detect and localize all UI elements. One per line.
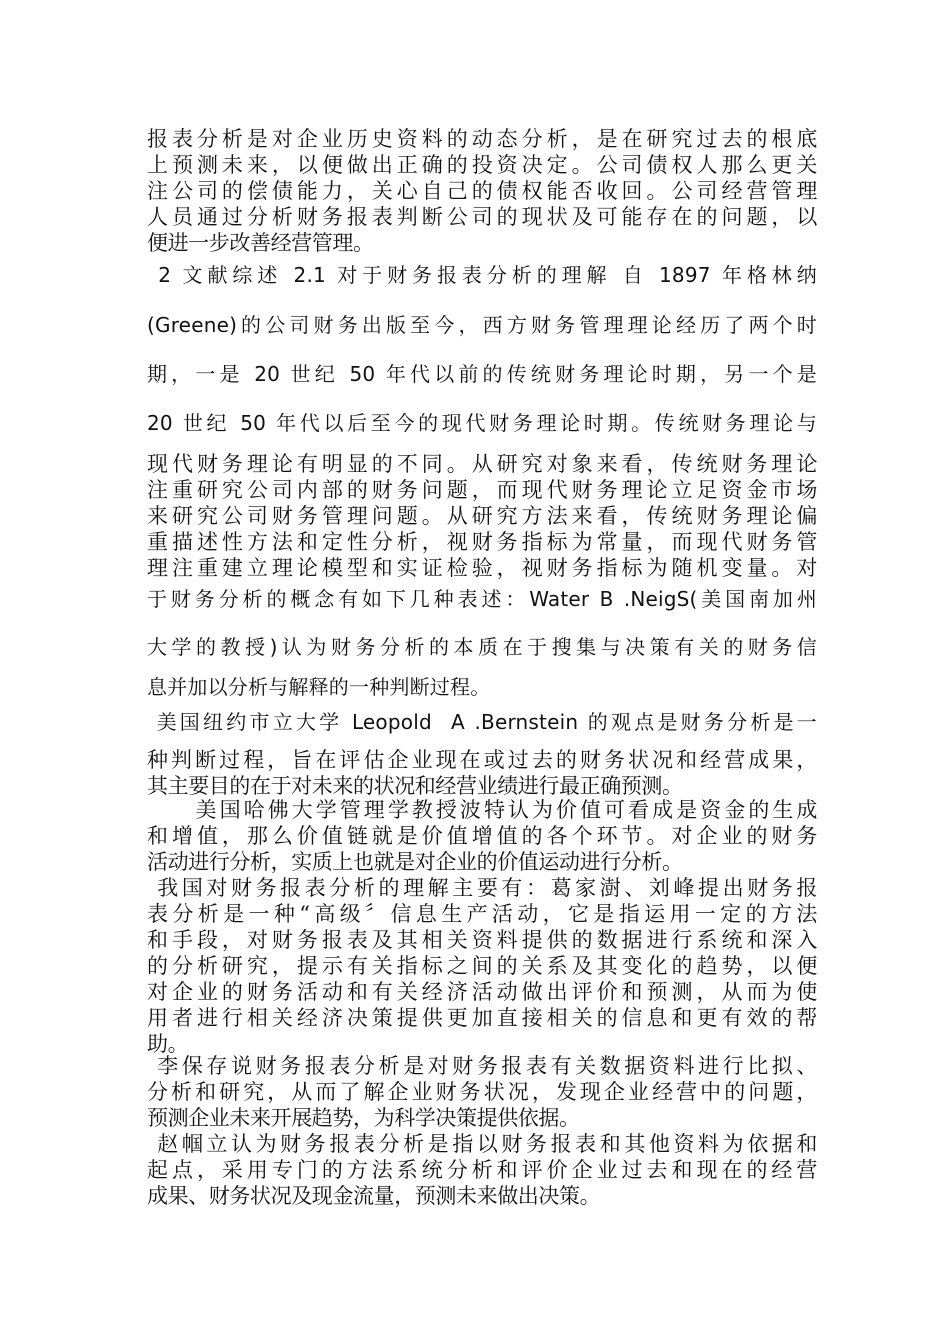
text-line: 重描述性方法和定性分析，视财务指标为常量，而现代财务管 (147, 530, 817, 554)
text-line: 用者进行相关经济决策提供更加直接相关的信息和更有效的帮 (147, 1006, 817, 1030)
text-line: 分析和研究，从而了解企业财务状况，发现企业经营中的问题， (147, 1080, 817, 1104)
text-line: 种判断过程，旨在评估企业现在或过去的财务状况和经营成果， (147, 748, 817, 772)
section-heading-line: 2 文献综述 2.1 对于财务报表分析的理解 自 1897 年格林纳 (147, 263, 817, 287)
text-line: 成果、财务状况及现金流量，预测未来做出决策。 (147, 1184, 601, 1208)
text-line: 李保存说财务报表分析是对财务报表有关数据资料进行比拟、 (147, 1054, 817, 1078)
text-line: 的分析研究，提示有关指标之间的关系及其变化的趋势，以便 (147, 954, 817, 978)
text-line: 大学的教授)认为财务分析的本质在于搜集与决策有关的财务信 (147, 635, 817, 659)
text-line: 上预测未来，以便做出正确的投资决定。公司债权人那么更关 (147, 153, 817, 177)
text-line: 现代财务理论有明显的不同。从研究对象来看，传统财务理论 (147, 452, 817, 476)
text-line: 息并加以分析与解释的一种判断过程。 (147, 675, 491, 699)
text-line: 美国纽约市立大学 Leopold A .Bernstein 的观点是财务分析是一 (147, 710, 817, 734)
text-line: 预测企业未来开展趋势，为科学决策提供依据。 (147, 1106, 580, 1130)
text-line: 20 世纪 50 年代以后至今的现代财务理论时期。传统财务理论与 (147, 411, 817, 435)
text-line: 注公司的偿债能力，关心自己的债权能否收回。公司经营管理 (147, 179, 817, 203)
text-line: 其主要目的在于对未来的状况和经营业绩进行最正确预测。 (147, 774, 683, 798)
text-line: 表分析是一种“高级〞信息生产活动，它是指运用一定的方法 (147, 902, 817, 926)
text-line: 我国对财务报表分析的理解主要有：葛家澍、刘峰提出财务报 (147, 876, 817, 900)
text-line: 理注重建立理论模型和实证检验，视财务指标为随机变量。对 (147, 556, 817, 580)
text-line: 美国哈佛大学管理学教授波特认为价值可看成是资金的生成 (147, 798, 817, 822)
text-line: 起点，采用专门的方法系统分析和评价企业过去和现在的经营 (147, 1158, 817, 1182)
text-line: 和增值，那么价值链就是价值增值的各个环节。对企业的财务 (147, 824, 817, 848)
text-line: 于财务分析的概念有如下几种表述：Water B .NeigS(美国南加州 (147, 587, 817, 611)
text-line: 注重研究公司内部的财务问题，而现代财务理论立足资金市场 (147, 478, 817, 502)
text-line: 和手段，对财务报表及其相关资料提供的数据进行系统和深入 (147, 928, 817, 952)
text-line: 助。 (147, 1032, 189, 1056)
text-line: 来研究公司财务管理问题。从研究方法来看，传统财务理论偏 (147, 504, 817, 528)
text-line: 报表分析是对企业历史资料的动态分析，是在研究过去的根底 (147, 127, 817, 151)
text-line: 期，一是 20 世纪 50 年代以前的传统财务理论时期，另一个是 (147, 362, 817, 386)
text-line: 活动进行分析，实质上也就是对企业的价值运动进行分析。 (147, 850, 683, 874)
text-line: 便进一步改善经营管理。 (147, 231, 374, 255)
text-line: (Greene)的公司财务出版至今，西方财务管理理论经历了两个时 (147, 313, 817, 337)
text-line: 赵帼立认为财务报表分析是指以财务报表和其他资料为依据和 (147, 1132, 817, 1156)
text-line: 对企业的财务活动和有关经济活动做出评价和预测，从而为使 (147, 980, 817, 1004)
text-line: 人员通过分析财务报表判断公司的现状及可能存在的问题，以 (147, 205, 817, 229)
